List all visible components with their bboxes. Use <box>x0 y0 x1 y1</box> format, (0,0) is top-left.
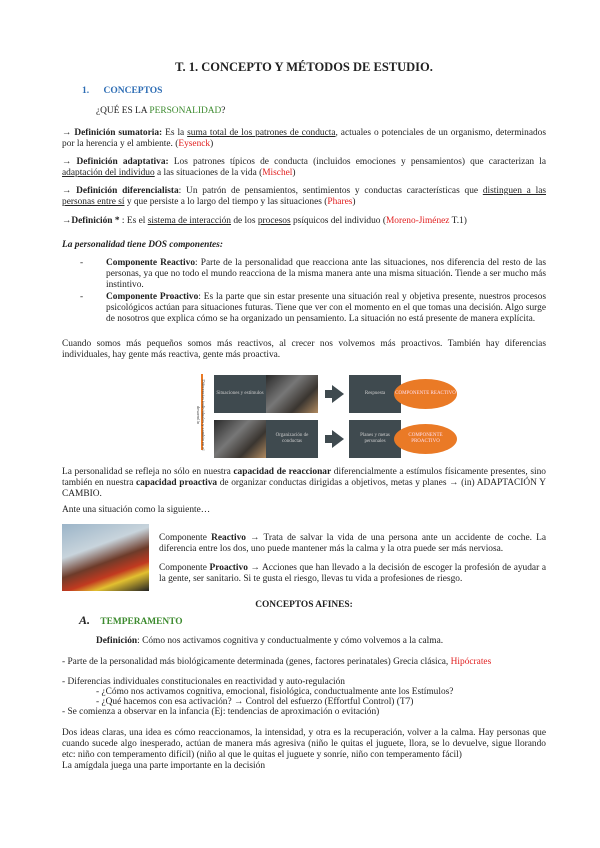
paragraph-amigdala: La amígdala juega una parte importante en la decisión <box>62 761 266 771</box>
list-dash: - <box>80 292 84 302</box>
text: diferencialmente a estímulos físicamente presentes, sino también en nuestra <box>62 467 546 488</box>
def-text: ) <box>352 197 356 207</box>
list-dash: - <box>80 258 84 268</box>
author-name: Eysenck <box>178 139 211 149</box>
paramedics-photo <box>62 524 149 591</box>
def-text: T.1) <box>449 216 467 226</box>
def-text: , actuales o potenciales de un organismo, determinados por la herencia y el ambiente. ( <box>62 128 547 149</box>
author-name: Mischel <box>262 168 293 178</box>
page-title: T. 1. CONCEPTO Y MÉTODOS DE ESTUDIO. <box>175 60 433 74</box>
author-name: Moreno-Jiménez <box>385 216 450 226</box>
personalidad-word: PERSONALIDAD <box>149 106 222 116</box>
components-heading: La personalidad tiene DOS componentes: <box>62 240 223 250</box>
oval-reactivo: COMPONENTE REACTIVO <box>394 379 457 409</box>
arrow-icon: → <box>62 157 77 167</box>
text: de organizar conductas dirigidas a objetivos, metas y planes → (in) ADAPTACIÓN Y CAMBIO. <box>62 478 546 499</box>
paragraph-reflect <box>62 467 546 500</box>
question-mark: ? <box>221 106 226 116</box>
text: : Cómo nos activamos cognitiva y conductualmente y cómo volvemos a la calma. <box>137 636 444 646</box>
crowd-photo <box>214 420 266 458</box>
crowd-photo <box>266 375 318 413</box>
paragraph-ante: Ante una situación como la siguiente… <box>62 505 211 515</box>
def-term: Definición * <box>71 216 122 226</box>
section-number: 1. <box>82 86 90 96</box>
section-letter: A. <box>79 613 91 627</box>
text: Componente <box>159 533 212 543</box>
author-name: Phares <box>327 197 353 207</box>
box-planes: Planes y metas personales <box>349 420 401 458</box>
text: - Parte de la personalidad más biológicamente determinada (genes, factores perinatales) Grecia clásica, <box>62 657 451 667</box>
component-term: Componente Reactivo <box>106 258 196 268</box>
paragraph-final: Dos ideas claras, una idea es cómo reaccionamos, la intensidad, y otra es la recuperación, volver a la calma. Hay personas que cuando sucede algo inesperado, actúan de manera más agresiva (niño le quitas el juguete, llora, se lo devuelve, sigue llorando etc: niño con temperamento difícil) (niño al que le quitas el juguete y sonríe, niño con temperamento fácil) <box>62 728 546 760</box>
component-text <box>106 258 546 291</box>
definition-diferencialista <box>62 186 546 208</box>
def-text: psíquicos del individuo ( <box>290 216 386 226</box>
arrow-icon: → <box>62 128 75 138</box>
def-text: de los <box>231 216 258 226</box>
def-underline: suma total de los patrones de conducta <box>187 128 336 138</box>
def-term: Definición adaptativa: <box>76 157 169 167</box>
bullet-differences: - Diferencias individuales constitucionales en reactividad y auto-regulación <box>62 677 345 687</box>
bold-text: Proactivo <box>209 563 248 573</box>
component-desc: : Es la parte que sin estar presente una situación real y objetiva presente, nuestros procesos psicológicos actúan para situaciones futuras. Tiene que ver con el momento en el que tomas una decisión. Algo surge de nosotros que explica cómo se ha organizado un pensamiento. La situación no está presente de manera explícita. <box>106 292 546 324</box>
definition-adaptativa <box>62 157 546 179</box>
bullet-biological <box>62 657 546 668</box>
definition-star <box>62 216 546 227</box>
section-heading-conceptos <box>82 86 566 97</box>
def-underline: procesos <box>257 216 291 226</box>
component-proactivo <box>62 292 546 325</box>
text: Componente <box>159 563 210 573</box>
paragraph-development: Cuando somos más pequeños somos más reactivos, al crecer nos volvemos más proactivos. También hay diferencias individuales, hay gente más reactiva, gente más proactiva. <box>62 339 546 360</box>
bold-text: Reactivo <box>211 533 246 543</box>
question-text: ¿QUÉ ES LA <box>96 106 150 116</box>
box-situaciones: Situaciones y estímulos <box>214 375 266 413</box>
text: → Trata de salvar la vida de una persona ante un accidente de coche. La diferencia entre los dos, uno puede mantener más la calma y la otra puede ser más nerviosa. <box>159 533 546 554</box>
arrow-icon <box>332 430 344 448</box>
arrow-icon: → <box>62 186 77 196</box>
section-label: TEMPERAMENTO <box>100 617 183 627</box>
def-text: : Un patrón de pensamientos, sentimientos y conductas características que <box>178 186 483 196</box>
text: La personalidad se refleja no sólo en nuestra <box>62 467 234 477</box>
component-desc: : Parte de la personalidad que reacciona ante las situaciones, nos diferencia del resto de las personas, ya que no todo el mundo reacciona de la misma manera ante una misma situación. Tiende a ser mucho más instintivo. <box>106 258 546 290</box>
def-text: : Es el <box>121 216 148 226</box>
def-underline: distinguen a las personas entre sí <box>62 186 547 207</box>
section-heading-temperamento <box>79 615 563 628</box>
arrow-icon <box>332 385 344 403</box>
conceptos-afines-heading: CONCEPTOS AFINES: <box>255 600 353 610</box>
def-text: ) <box>210 139 214 149</box>
oval-proactivo: COMPONENTE PROACTIVO <box>394 424 457 454</box>
def-text: ) <box>292 168 296 178</box>
def-underline: adaptación del individuo <box>62 168 155 178</box>
def-underline: sistema de interacción <box>147 216 231 226</box>
arrow-icon: → <box>62 216 72 226</box>
box-organizacion: Organización de conductas <box>266 420 318 458</box>
definition-sumatoria <box>62 128 546 150</box>
def-text: a las situaciones de la vida ( <box>154 168 263 178</box>
section-label: CONCEPTOS <box>103 86 163 96</box>
question-heading <box>96 106 396 117</box>
sub-bullet-activation: - ¿Cómo nos activamos cognitiva, emocional, fisiológica, conductualmente ante los Estímulos? <box>96 687 454 697</box>
sub-bullet-control: - ¿Qué hacemos con esa activación? → Control del esfuerzo (Effortful Control) (T7) <box>96 697 414 707</box>
def-term: Definición diferencialista <box>76 186 179 196</box>
example-reactivo <box>159 533 546 555</box>
text: → Acciones que han llevado a la decisión de escoger la profesión de ayudar a la gente, ser sanitario. Si te gusta el riesgo, llevas tu vida a profesiones de riesgo. <box>159 563 546 584</box>
def-text: y que persiste a lo largo del tiempo y las situaciones ( <box>124 197 328 207</box>
author-name: Hipócrates <box>450 657 492 667</box>
bullet-infancy: - Se comienza a observar en la infancia (Ej: tendencias de aproximación o evitación) <box>62 707 380 717</box>
def-text: Los patrones típicos de conducta (incluidos emociones y pensamientos) que caracterizan la <box>168 157 546 167</box>
def-term: Definición sumatoria: <box>74 128 163 138</box>
temperament-definition <box>96 636 546 647</box>
bold-text: capacidad de reaccionar <box>233 467 332 477</box>
example-proactivo <box>159 563 546 585</box>
component-reactivo <box>62 258 546 291</box>
component-text <box>106 292 546 325</box>
bold-text: Definición <box>96 636 138 646</box>
component-term: Componente Proactivo <box>106 292 199 302</box>
side-label: Diferencias individuales y cambio en el desarrollo <box>196 379 206 451</box>
def-text: Es la <box>162 128 188 138</box>
box-respuesta: Respuesta <box>349 375 401 413</box>
bold-text: capacidad proactiva <box>136 478 218 488</box>
